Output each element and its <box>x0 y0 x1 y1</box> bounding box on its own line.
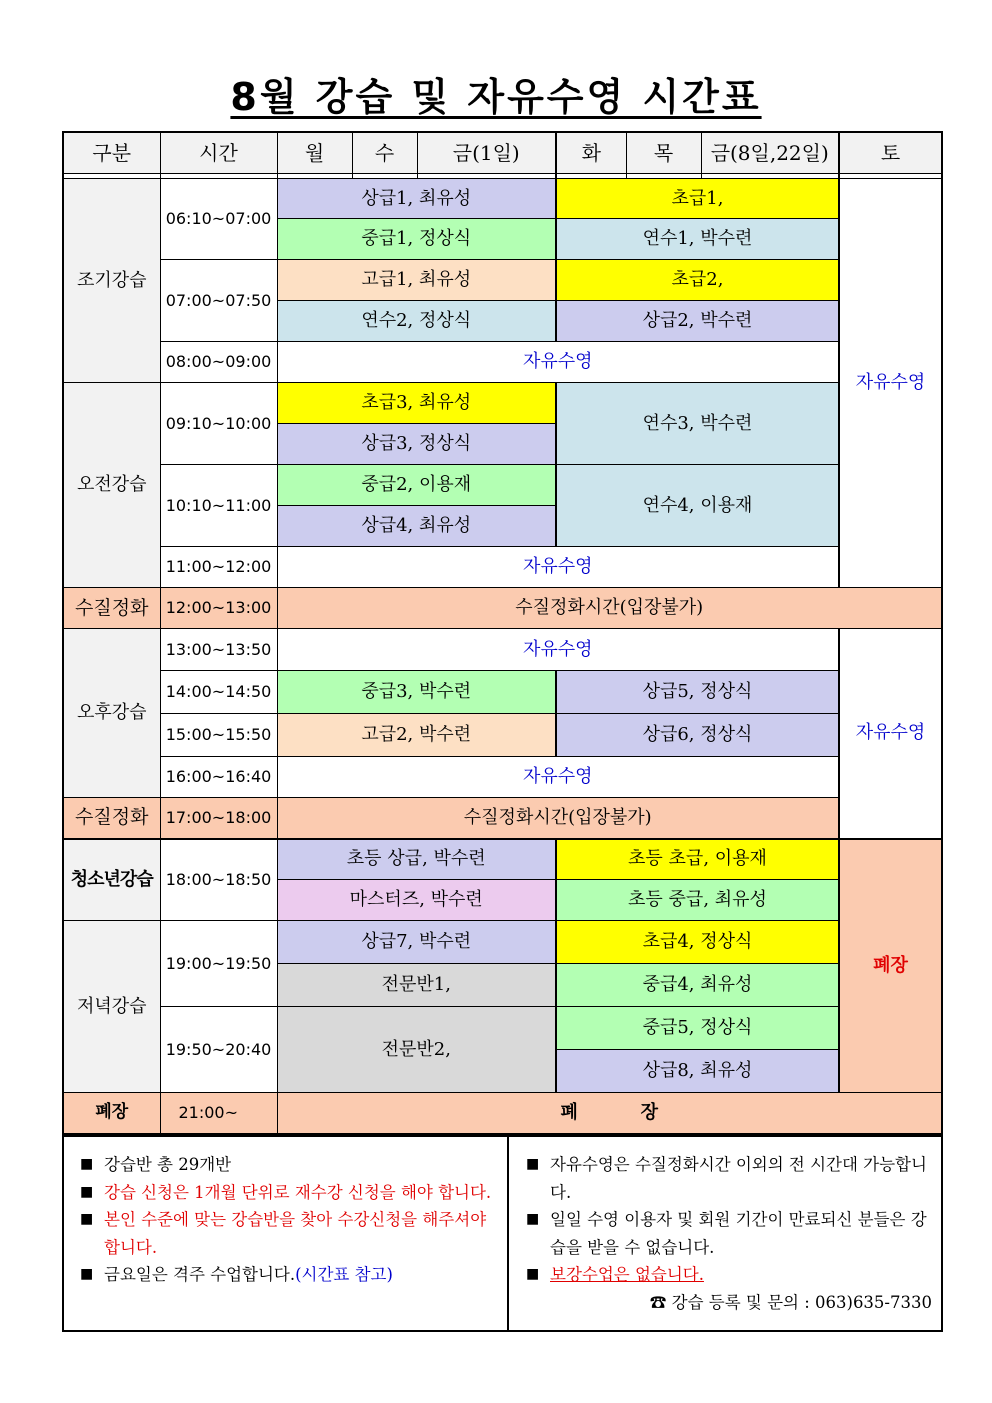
time-slot: 08:00~09:00 <box>160 342 277 383</box>
class-cell: 상급8, 최유성 <box>556 1050 839 1093</box>
note-item: ■ 자유수영은 수질정화시간 이외의 전 시간대 가능합니다. <box>526 1151 936 1206</box>
header-fri2: 금(8일,22일) <box>701 132 839 174</box>
header-tue: 화 <box>556 132 626 174</box>
notes-box <box>62 1135 943 1332</box>
time-slot: 16:00~16:40 <box>160 757 277 798</box>
bullet-icon: ■ <box>80 1183 94 1200</box>
class-cell: 중급5, 정상식 <box>556 1007 839 1050</box>
header-row <box>63 132 942 174</box>
time-slot: 07:00~07:50 <box>160 260 277 342</box>
bullet-icon: ■ <box>526 1211 540 1227</box>
class-cell: 초등 중급, 최유성 <box>556 880 839 921</box>
class-cell: 상급1, 최유성 <box>277 179 556 219</box>
class-cell: 전문반2, <box>277 1007 556 1093</box>
time-slot: 10:10~11:00 <box>160 465 277 547</box>
note-item: ■ 일일 수영 이용자 및 회원 기간이 만료되신 분들은 강습을 받을 수 없습니다. <box>526 1206 936 1261</box>
header-category: 구분 <box>63 132 160 174</box>
class-cell: 연수1, 박수련 <box>556 219 839 260</box>
class-cell: 초급2, <box>556 260 839 301</box>
section-cleaning: 수질정화 <box>63 588 160 629</box>
cleaning-cell: 수질정화시간(입장불가) <box>277 798 839 839</box>
class-cell: 전문반1, <box>277 964 556 1007</box>
time-slot: 15:00~15:50 <box>160 714 277 757</box>
notes-divider <box>507 1137 509 1330</box>
header-mon: 월 <box>277 132 352 174</box>
time-slot: 17:00~18:00 <box>160 798 277 839</box>
class-cell: 연수4, 이용재 <box>556 465 839 547</box>
section-evening: 저녁강습 <box>63 921 160 1093</box>
closing-cell: 폐 장 <box>277 1093 942 1134</box>
class-cell: 중급4, 최유성 <box>556 964 839 1007</box>
sat-closed: 폐장 <box>839 839 942 1093</box>
schedule-table <box>62 131 943 1135</box>
class-cell: 고급1, 최유성 <box>277 260 556 301</box>
header-fri1: 금(1일) <box>417 132 556 174</box>
page-title: 8월 강습 및 자유수영 시간표 <box>230 75 762 119</box>
header-wed: 수 <box>352 132 417 174</box>
class-cell: 초등 상급, 박수련 <box>277 839 556 880</box>
sat-free-swim: 자유수영 <box>839 179 942 588</box>
section-closing: 폐장 <box>63 1093 160 1134</box>
class-cell: 초급3, 최유성 <box>277 383 556 424</box>
class-cell: 상급2, 박수련 <box>556 301 839 342</box>
class-cell: 중급1, 정상식 <box>277 219 556 260</box>
class-cell: 초급4, 정상식 <box>556 921 839 964</box>
note-item: ■ 금요일은 격주 수업합니다.(시간표 참고) <box>80 1261 500 1289</box>
class-cell: 상급4, 최유성 <box>277 506 556 547</box>
header-sat: 토 <box>839 132 942 174</box>
note-ref: (시간표 참고) <box>295 1265 393 1284</box>
header-thu: 목 <box>626 132 701 174</box>
notes-left <box>80 1151 500 1289</box>
note-item: ■ 강습반 총 29개반 <box>80 1151 500 1179</box>
bullet-icon: ■ <box>80 1211 94 1227</box>
header-time: 시간 <box>160 132 277 174</box>
class-cell: 상급7, 박수련 <box>277 921 556 964</box>
contact-info: ☎ 강습 등록 및 문의 : 063)635-7330 <box>649 1292 932 1312</box>
free-swim-cell: 자유수영 <box>277 342 839 383</box>
time-slot: 09:10~10:00 <box>160 383 277 465</box>
time-slot: 06:10~07:00 <box>160 179 277 260</box>
time-slot: 11:00~12:00 <box>160 547 277 588</box>
cleaning-cell: 수질정화시간(입장불가) <box>277 588 942 629</box>
bullet-icon: ■ <box>80 1156 94 1172</box>
class-cell: 상급3, 정상식 <box>277 424 556 465</box>
class-cell: 상급5, 정상식 <box>556 671 839 714</box>
free-swim-cell: 자유수영 <box>277 547 839 588</box>
time-slot: 21:00~ <box>160 1093 277 1134</box>
bullet-icon: ■ <box>526 1266 540 1282</box>
free-swim-cell: 자유수영 <box>277 757 839 798</box>
sat-free-swim: 자유수영 <box>839 629 942 839</box>
bullet-icon: ■ <box>526 1156 540 1172</box>
note-item: ■ 본인 수준에 맞는 강습반을 찾아 수강신청을 해주셔야 합니다. <box>80 1206 500 1261</box>
notes-right <box>526 1151 936 1316</box>
time-slot: 19:50~20:40 <box>160 1007 277 1093</box>
note-item: ■ 강습 신청은 1개월 단위로 재수강 신청을 해야 합니다. <box>80 1179 500 1207</box>
class-cell: 고급2, 박수련 <box>277 714 556 757</box>
time-slot: 13:00~13:50 <box>160 629 277 671</box>
class-cell: 초등 초급, 이용재 <box>556 839 839 880</box>
time-slot: 14:00~14:50 <box>160 671 277 714</box>
class-cell: 연수3, 박수련 <box>556 383 839 465</box>
section-morning: 오전강습 <box>63 383 160 588</box>
free-swim-cell: 자유수영 <box>277 629 839 671</box>
time-slot: 12:00~13:00 <box>160 588 277 629</box>
section-early: 조기강습 <box>63 179 160 383</box>
section-youth: 청소년강습 <box>63 839 160 921</box>
section-afternoon: 오후강습 <box>63 629 160 798</box>
class-cell: 중급3, 박수련 <box>277 671 556 714</box>
class-cell: 상급6, 정상식 <box>556 714 839 757</box>
class-cell: 마스터즈, 박수련 <box>277 880 556 921</box>
class-cell: 중급2, 이용재 <box>277 465 556 506</box>
class-cell: 연수2, 정상식 <box>277 301 556 342</box>
time-slot: 19:00~19:50 <box>160 921 277 1007</box>
note-item: ■ 보강수업은 없습니다. <box>526 1261 936 1289</box>
time-slot: 18:00~18:50 <box>160 839 277 921</box>
class-cell: 초급1, <box>556 179 839 219</box>
section-cleaning: 수질정화 <box>63 798 160 839</box>
bullet-icon: ■ <box>80 1266 94 1282</box>
